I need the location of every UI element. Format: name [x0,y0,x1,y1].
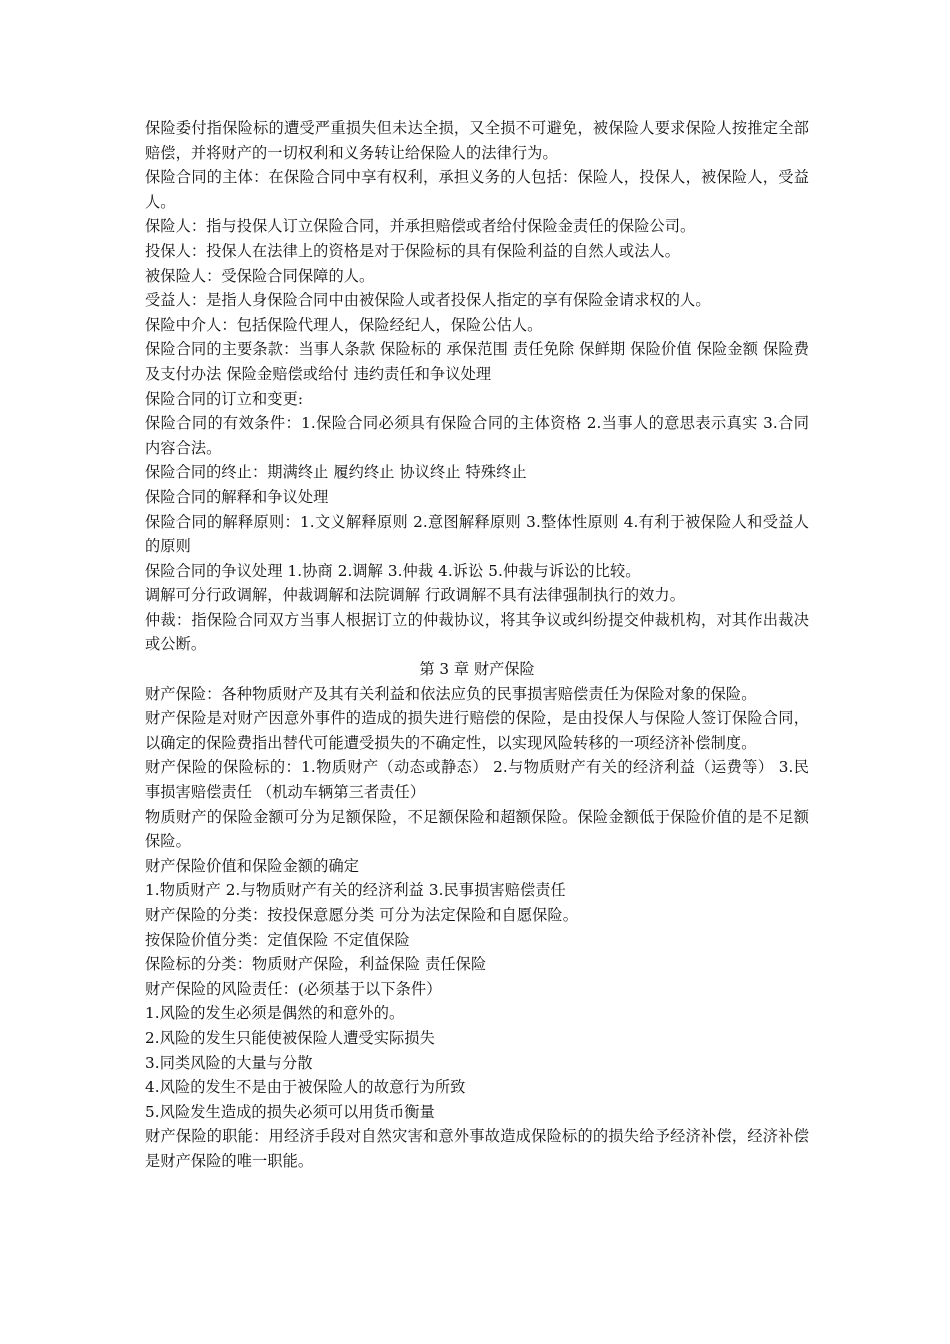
list-item-risk-1: 1.风险的发生必须是偶然的和意外的。 [145,1004,405,1023]
paragraph-subject-matter: 财产保险的保险标的：1.物质财产（动态或静态） 2.与物质财产有关的经济利益（运费等） 3.民事损害赔偿责任 （机动车辆第三者责任） [145,758,809,802]
paragraph-interpretation-disputes: 保险合同的解释和争议处理 [145,487,329,506]
paragraph-conclusion-change: 保险合同的订立和变更: [145,389,304,408]
paragraph-applicant: 投保人：投保人在法律上的资格是对于保险标的具有保险利益的自然人或法人。 [145,241,681,260]
paragraph-classification-willingness: 财产保险的分类：按投保意愿分类 可分为法定保险和自愿保险。 [145,906,578,924]
document-page [145,116,809,1174]
paragraph-risk-liability: 财产保险的风险责任：(必须基于以下条件） [145,979,442,998]
paragraph-property-insurance-function: 财产保险的职能：用经济手段对自然灾害和意外事故造成保险标的的损失给予经济补偿，经济补偿是财产保险的唯一职能。 [145,1127,809,1170]
paragraph-termination: 保险合同的终止：期满终止 履约终止 协议终止 特殊终止 [145,463,527,482]
paragraph-property-insurance-description: 财产保险是对财产因意外事件的造成的损失进行赔偿的保险，是由投保人与保险人签订保险合同，以确定的保险费指出替代可能遭受损失的不确定性，以实现风险转移的一项经济补偿制度。 [145,709,809,752]
list-item-risk-4: 4.风险的发生不是由于被保险人的故意行为所致 [145,1078,466,1097]
paragraph-validity-conditions: 保险合同的有效条件：1.保险合同必须具有保险合同的主体资格 2.当事人的意思表示真实 3.合同内容合法。 [145,414,809,457]
paragraph-arbitration: 仲裁：指保险合同双方当事人根据订立的仲裁协议，将其争议或纠纷提交仲裁机构，对其作出裁决或公断。 [145,610,809,654]
paragraph-insurer: 保险人：指与投保人订立保险合同，并承担赔偿或者给付保险金责任的保险公司。 [145,217,696,236]
paragraph-property-insurance-definition: 财产保险：各种物质财产及其有关利益和依法应负的民事损害赔偿责任为保险对象的保险。 [145,684,757,703]
paragraph-contract-subjects: 保险合同的主体：在保险合同中享有权利，承担义务的人包括：保险人，投保人，被保险人，受益人。 [145,168,809,211]
paragraph-value-items: 1.物质财产 2.与物质财产有关的经济利益 3.民事损害赔偿责任 [145,881,566,900]
chapter-heading: 第 3 章 财产保险 [419,660,535,679]
list-item-risk-5: 5.风险发生造成的损失必须可以用货币衡量 [145,1102,435,1121]
paragraph-dispute-handling: 保险合同的争议处理 1.协商 2.调解 3.仲裁 4.诉讼 5.仲裁与诉讼的比较。 [145,561,641,580]
paragraph-mediation: 调解可分行政调解，仲裁调解和法院调解 行政调解不具有法律强制执行的效力。 [145,586,685,605]
paragraph-interpretation-principles: 保险合同的解释原则：1.文义解释原则 2.意图解释原则 3.整体性原则 4.有利于被保险人和受益人的原则 [145,512,809,556]
paragraph-value-determination: 财产保险价值和保险金额的确定 [145,856,360,875]
paragraph-beneficiary: 受益人：是指人身保险合同中由被保险人或者投保人指定的享有保险金请求权的人。 [145,291,711,310]
paragraph-entrustment: 保险委付指保险标的遭受严重损失但未达全损，又全损不可避免，被保险人要求保险人按推定全部赔偿，并将财产的一切权利和义务转让给保险人的法律行为。 [145,119,809,162]
paragraph-classification-subject: 保险标的分类：物质财产保险，利益保险 责任保险 [145,955,487,974]
paragraph-insured: 被保险人：受保险合同保障的人。 [145,266,375,285]
paragraph-classification-value: 按保险价值分类：定值保险 不定值保险 [145,930,410,949]
paragraph-sum-insured: 物质财产的保险金额可分为足额保险，不足额保险和超额保险。保险金额低于保险价值的是不足额保险。 [145,807,809,851]
list-item-risk-3: 3.同类风险的大量与分散 [145,1053,313,1072]
paragraph-main-clauses: 保险合同的主要条款：当事人条款 保险标的 承保范围 责任免除 保鲜期 保险价值 保险金额 保险费及支付办法 保险金赔偿或给付 违约责任和争议处理 [145,340,809,383]
list-item-risk-2: 2.风险的发生只能使被保险人遭受实际损失 [145,1028,435,1047]
paragraph-intermediary: 保险中介人：包括保险代理人，保险经纪人，保险公估人。 [145,315,543,334]
